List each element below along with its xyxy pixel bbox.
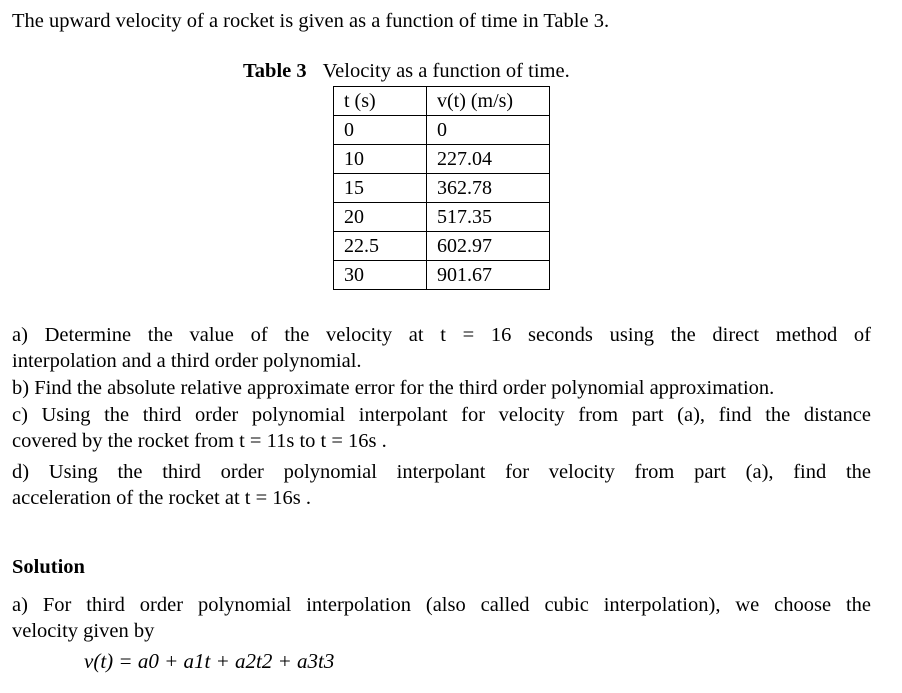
table-header-row [334, 87, 550, 116]
cell-velocity: 602.97 [427, 232, 550, 261]
table-label: Table 3 [243, 60, 307, 82]
solution-heading: Solution [12, 556, 85, 578]
table-row [334, 261, 550, 290]
table-row [334, 203, 550, 232]
cell-velocity: 362.78 [427, 174, 550, 203]
question-c-line2: covered by the rocket from t = 11s to t = 16s . [12, 430, 387, 452]
question-c-line1: c) Using the third order polynomial interpolant for velocity from part (a), find the distance [12, 404, 871, 426]
table-row [334, 232, 550, 261]
question-b: b) Find the absolute relative approximate error for the third order polynomial approximation. [12, 377, 775, 399]
cell-time: 20 [334, 203, 427, 232]
header-velocity: v(t) (m/s) [427, 87, 550, 116]
table-row [334, 145, 550, 174]
cell-velocity: 901.67 [427, 261, 550, 290]
table-caption [243, 58, 570, 84]
cell-time: 15 [334, 174, 427, 203]
velocity-table [333, 86, 550, 290]
velocity-formula: v(t) = a0 + a1t + a2t2 + a3t3 [84, 649, 335, 673]
cell-velocity: 0 [427, 116, 550, 145]
question-a-line2: interpolation and a third order polynomial. [12, 350, 362, 372]
intro-text: The upward velocity of a rocket is given as a function of time in Table 3. [12, 10, 610, 32]
cell-time: 0 [334, 116, 427, 145]
cell-time: 10 [334, 145, 427, 174]
question-d-line1: d) Using the third order polynomial interpolant for velocity from part (a), find the [12, 461, 871, 483]
cell-velocity: 517.35 [427, 203, 550, 232]
solution-a-line2: velocity given by [12, 620, 155, 642]
cell-time: 22.5 [334, 232, 427, 261]
header-time: t (s) [334, 87, 427, 116]
question-a-line1: a) Determine the value of the velocity at t = 16 seconds using the direct method of [12, 324, 871, 346]
table-caption-text: Velocity as a function of time. [322, 60, 570, 82]
solution-a-line1: a) For third order polynomial interpolation (also called cubic interpolation), we choose the [12, 594, 871, 616]
cell-time: 30 [334, 261, 427, 290]
table-row [334, 174, 550, 203]
question-d-line2: acceleration of the rocket at t = 16s . [12, 487, 312, 509]
cell-velocity: 227.04 [427, 145, 550, 174]
table-row [334, 116, 550, 145]
